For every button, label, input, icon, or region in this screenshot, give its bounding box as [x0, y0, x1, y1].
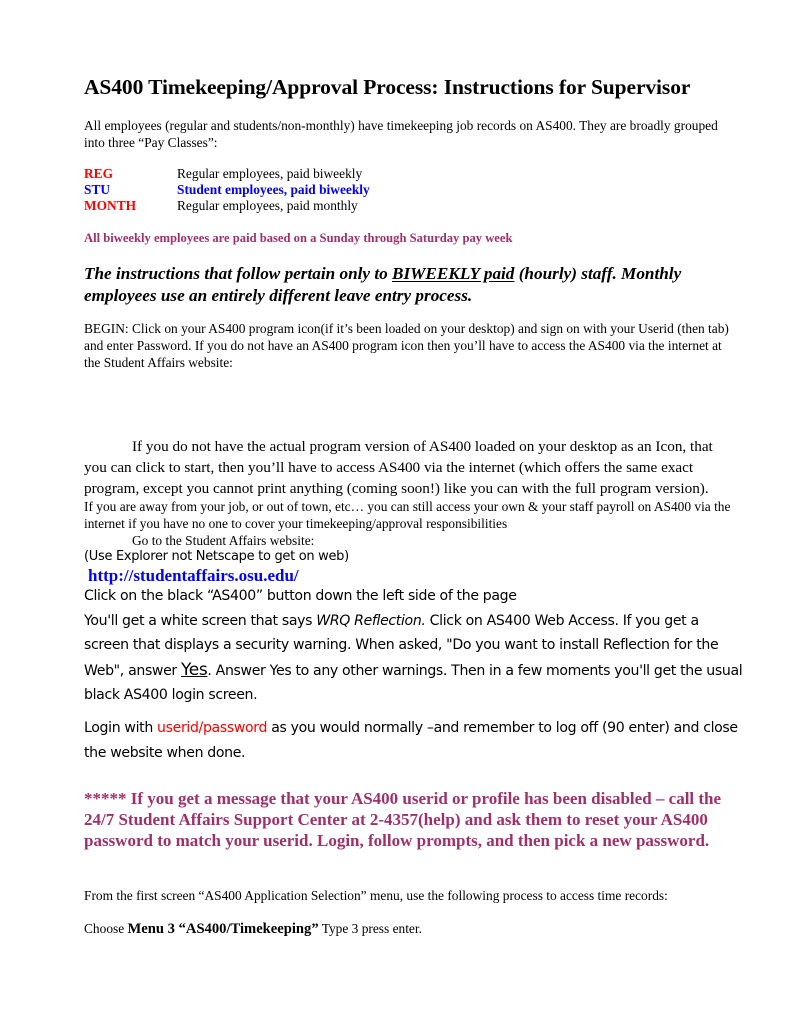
- pay-class-month: [84, 198, 370, 214]
- scope-heading-text: The instructions that follow pertain only to: [84, 264, 392, 283]
- login-instructions: [84, 716, 744, 765]
- begin-paragraph: BEGIN: Click on your AS400 program icon(if it’s been loaded on your desktop) and sign on with your Userid (then tab) and enter Password. If you do not have an AS400 program icon then you’ll have to access the AS400 via the internet at the Student Affairs website:: [84, 321, 729, 370]
- reflection-step: [84, 609, 744, 708]
- login-text: as you would normally –and remember to log off (90 enter) and close the website when done.: [84, 720, 738, 761]
- wrq-reflection-text: WRQ Reflection.: [316, 612, 426, 629]
- web-access-steps: [84, 584, 744, 708]
- choose-text: Choose: [84, 921, 128, 936]
- pay-classes-list: [84, 166, 370, 214]
- login-text: Login with: [84, 720, 158, 736]
- browser-note: (Use Explorer not Netscape to get on web): [84, 549, 349, 564]
- scope-heading: [84, 263, 744, 307]
- userid-password-highlight: userid/password: [157, 720, 268, 736]
- pay-class-code: REG: [84, 166, 114, 181]
- pay-class-description: Regular employees, paid biweekly: [177, 166, 363, 181]
- page-title: AS400 Timekeeping/Approval Process: Instructions for Supervisor: [84, 75, 691, 99]
- intro-paragraph: All employees (regular and students/non-monthly) have timekeeping job records on AS400. They are broadly grouped into three “Pay Classes”:: [84, 118, 718, 150]
- scope-heading-text: (hourly) staff. Monthly employees use an entirely different leave entry process.: [84, 264, 682, 305]
- away-paragraph: If you are away from your job, or out of town, etc… you can still access your own & your staff payroll on AS400 via the internet if you have no one to cover your timekeeping/approval responsibilities: [84, 499, 731, 531]
- pay-class-code: MONTH: [84, 198, 137, 213]
- pay-class-description: Regular employees, paid monthly: [177, 198, 358, 213]
- choose-text: Type 3 press enter.: [318, 921, 422, 936]
- click-as400-step: Click on the black “AS400” button down the left side of the page: [84, 588, 517, 604]
- yes-emphasis: Yes: [181, 659, 208, 680]
- go-to-website: Go to the Student Affairs website:: [132, 533, 315, 548]
- disabled-account-alert: ***** If you get a message that your AS400 userid or profile has been disabled – call the 24/7 Student Affairs Support Center at 2-4357(help) and ask them to reset your AS400 password to match your userid. Login, follow prompts, and then pick a new password.: [84, 789, 722, 850]
- step-text: Click on AS400 Web Access. If you get a screen that displays a security warning. When asked, "Do you want to install Reflection for the Web", answer: [84, 612, 719, 679]
- biweekly-emphasis: BIWEEKLY paid: [392, 264, 515, 283]
- first-screen-paragraph: From the first screen “AS400 Application Selection” menu, use the following process to access time records:: [84, 888, 668, 903]
- pay-class-description: Student employees, paid biweekly: [177, 182, 370, 197]
- no-program-paragraph: If you do not have the actual program version of AS400 loaded on your desktop as an Icon, that you can click to start, then you’ll have to access AS400 via the internet (which offers the same exact program, except you cannot print anything (coming soon!) like you can with the full program version).: [84, 438, 713, 497]
- step-text: You'll get a white screen that says: [84, 612, 317, 629]
- pay-week-note: All biweekly employees are paid based on a Sunday through Saturday pay week: [84, 231, 513, 245]
- step-text: . Answer Yes to any other warnings. Then in a few moments you'll get the usual black AS400 login screen.: [84, 662, 743, 703]
- pay-class-code: STU: [84, 182, 111, 197]
- pay-class-stu: [84, 182, 370, 198]
- choose-menu-paragraph: [84, 920, 734, 938]
- pay-class-reg: [84, 166, 370, 182]
- menu-3-label: Menu 3 “AS400/Timekeeping”: [127, 921, 319, 937]
- student-affairs-link[interactable]: http://studentaffairs.osu.edu/: [88, 566, 299, 585]
